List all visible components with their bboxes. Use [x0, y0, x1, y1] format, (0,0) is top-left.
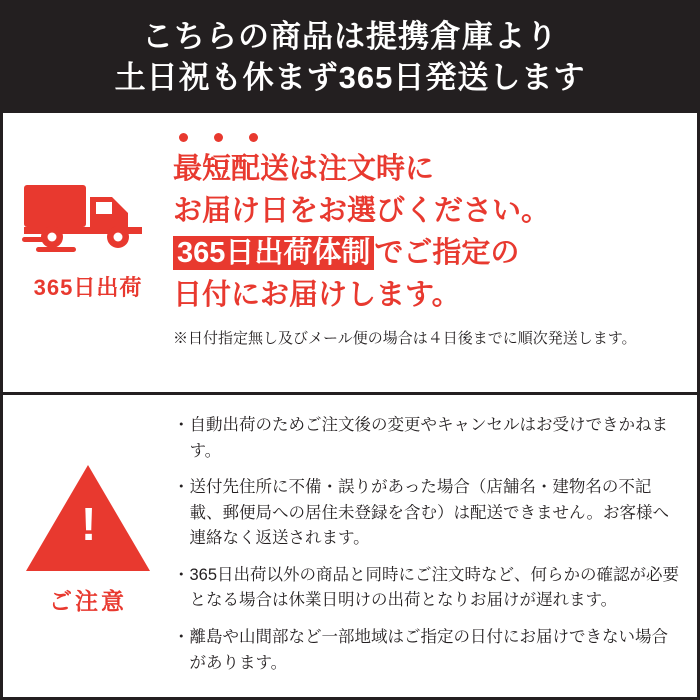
- list-item-text: 離島や山間部など一部地域はご指定の日付にお届けできない場合があります。: [189, 627, 668, 672]
- shipping-message-line-2: お届け日をお選びください。: [173, 195, 551, 228]
- warning-triangle-icon: [26, 465, 150, 571]
- shipping-message-line-3-rest: でご指定の: [374, 237, 520, 270]
- header-line-2: 土日祝も休まず365日発送します: [114, 60, 586, 95]
- list-item-text: 365日出荷以外の商品と同時にご注文時など、何らかの確認が必要となる場合は休業日明けの出荷となりお届けが遅れます。: [189, 565, 680, 610]
- bullet-mark: ・: [173, 416, 190, 434]
- highlight-365-badge: 365日出荷体制: [173, 236, 374, 270]
- dot-icon: [249, 133, 258, 142]
- decorative-dots: [179, 133, 683, 142]
- dot-icon: [179, 133, 188, 142]
- shipping-note: ※日付指定無し及びメール便の場合は４日後までに順次発送します。: [173, 330, 637, 348]
- list-item-text: 自動出荷のためご注文後の変更やキャンセルはお受けできかねます。: [189, 416, 668, 460]
- list-item: [173, 475, 681, 552]
- truck-column: [3, 119, 173, 392]
- shipping-message-line-4: 日付にお届けします。: [173, 279, 461, 312]
- exclamation-mark: !: [81, 498, 97, 550]
- banner-header: [3, 3, 697, 113]
- list-item: [173, 625, 681, 676]
- shipping-message-line-3: [173, 232, 683, 274]
- delivery-truck-icon: [22, 167, 154, 259]
- shipping-message-line-1: 最短配送は注文時に: [173, 153, 435, 185]
- shipping-section: [3, 113, 697, 395]
- bullet-mark: ・: [173, 565, 190, 584]
- dot-icon: [214, 133, 223, 142]
- shipping-message-column: [173, 119, 697, 392]
- header-line-1: こちらの商品は提携倉庫より: [142, 19, 558, 55]
- bullet-mark: ・: [173, 627, 190, 646]
- caution-list: [173, 409, 697, 697]
- bullet-mark: ・: [173, 478, 190, 497]
- list-item-text: 送付先住所に不備・誤りがあった場合（店舗名・建物名の不記載、郵便局への居住未登録を含む）は配送できません。お客様へ連絡なく返送されます。: [189, 478, 669, 548]
- list-item: [173, 413, 681, 464]
- truck-label: 365日出荷: [33, 275, 143, 300]
- caution-label: ご注意: [49, 588, 127, 614]
- caution-section: [3, 395, 697, 697]
- caution-column: [3, 409, 173, 697]
- list-item: [173, 563, 681, 614]
